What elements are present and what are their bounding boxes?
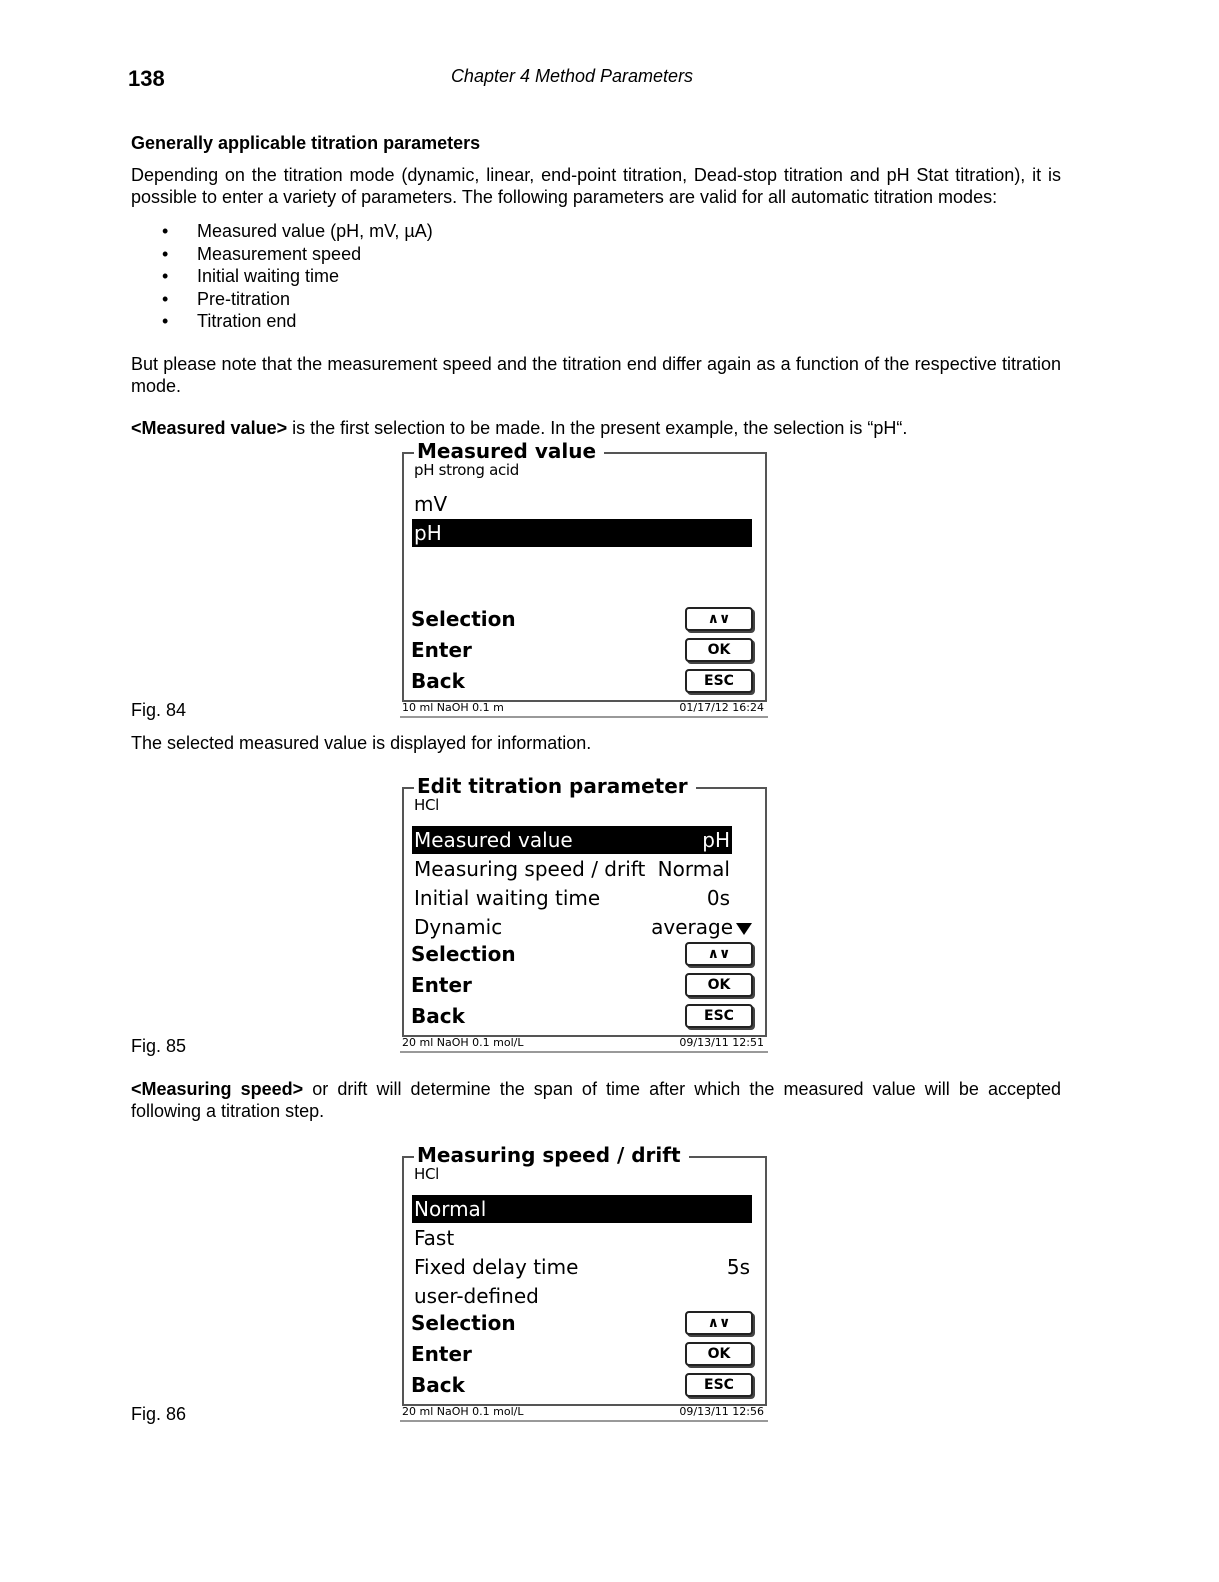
list-item: • Measured value (pH, mV, µA) bbox=[162, 221, 433, 241]
param-dynamic[interactable]: Dynamic average bbox=[412, 913, 752, 941]
page-number: 138 bbox=[128, 66, 165, 91]
screen-title: Measured value bbox=[414, 440, 604, 462]
bullet-icon: • bbox=[162, 221, 169, 241]
fig86-screen bbox=[398, 1144, 770, 1424]
status-bar: 10 ml NaOH 0.1 m 01/17/12 16:24 bbox=[400, 700, 768, 718]
intro-paragraph: Depending on the titration mode (dynamic, linear, end-point titration, Dead-stop titration and pH Stat titration), it is possible to enter a variety of parameters. The following parameters are valid for all automatic titration modes: bbox=[131, 165, 1061, 207]
nav-enter: Enter OK bbox=[411, 970, 753, 1000]
up-down-key[interactable]: ∧∨ bbox=[685, 1311, 753, 1335]
nav-selection: Selection ∧∨ bbox=[411, 939, 753, 969]
ok-key[interactable]: OK bbox=[685, 1342, 753, 1366]
ok-key[interactable]: OK bbox=[685, 973, 753, 997]
screen-title: Measuring speed / drift bbox=[414, 1144, 689, 1166]
bullet-icon: • bbox=[162, 311, 169, 331]
option-ph[interactable]: pH bbox=[412, 519, 752, 547]
bullet-icon: • bbox=[162, 266, 169, 286]
screen-title: Edit titration parameter bbox=[414, 775, 696, 797]
param-initial-waiting-time[interactable]: Initial waiting time 0s bbox=[414, 886, 730, 910]
esc-key[interactable]: ESC bbox=[685, 669, 753, 693]
up-down-key[interactable]: ∧∨ bbox=[685, 607, 753, 631]
list-item: • Measurement speed bbox=[162, 243, 362, 264]
nav-back: Back ESC bbox=[411, 1370, 753, 1400]
scroll-down-icon bbox=[736, 923, 752, 935]
note-paragraph: But please note that the measurement speed and the titration end differ again as a function of the respective titration mode. bbox=[131, 354, 1061, 396]
list-item: • Pre-titration bbox=[162, 288, 291, 309]
option-user-defined[interactable]: user-defined bbox=[414, 1284, 539, 1308]
nav-selection: Selection ∧∨ bbox=[411, 604, 753, 634]
nav-selection: Selection ∧∨ bbox=[411, 1308, 753, 1338]
bullet-icon: • bbox=[162, 288, 169, 309]
section-heading: Generally applicable titration parameters bbox=[131, 133, 481, 153]
list-item: • Initial waiting time bbox=[162, 266, 340, 286]
info-paragraph: The selected measured value is displayed for information. bbox=[131, 733, 592, 753]
measuring-speed-paragraph: <Measuring speed> or drift will determine the span of time after which the measured value will be accepted following a titration step. bbox=[131, 1079, 1061, 1121]
esc-key[interactable]: ESC bbox=[685, 1373, 753, 1397]
option-fixed-delay-time[interactable]: Fixed delay time 5s bbox=[414, 1255, 750, 1279]
param-measured-value[interactable]: Measured value pH bbox=[414, 828, 730, 852]
bullet-icon: • bbox=[162, 243, 169, 264]
screen-subtitle: HCl bbox=[414, 796, 440, 814]
nav-enter: Enter OK bbox=[411, 635, 753, 665]
measured-value-paragraph: <Measured value> is the first selection to be made. In the present example, the selection is “pH“. bbox=[131, 418, 908, 438]
esc-key[interactable]: ESC bbox=[685, 1004, 753, 1028]
option-normal[interactable]: Normal bbox=[412, 1195, 752, 1223]
parameter-list bbox=[131, 220, 433, 333]
fig84-label: Fig. 84 bbox=[131, 700, 187, 720]
fig85-label: Fig. 85 bbox=[131, 1036, 187, 1056]
fig84-screen bbox=[398, 440, 770, 720]
screen-subtitle: pH strong acid bbox=[414, 461, 520, 479]
nav-back: Back ESC bbox=[411, 1001, 753, 1031]
status-bar: 20 ml NaOH 0.1 mol/L 09/13/11 12:56 bbox=[400, 1404, 768, 1422]
nav-enter: Enter OK bbox=[411, 1339, 753, 1369]
ok-key[interactable]: OK bbox=[685, 638, 753, 662]
fig86-label: Fig. 86 bbox=[131, 1404, 187, 1424]
chapter-title: Chapter 4 Method Parameters bbox=[450, 66, 694, 86]
status-bar: 20 ml NaOH 0.1 mol/L 09/13/11 12:51 bbox=[400, 1035, 768, 1053]
screen-subtitle: HCl bbox=[414, 1165, 440, 1183]
param-measuring-speed[interactable]: Measuring speed / drift Normal bbox=[414, 857, 730, 881]
list-item: • Titration end bbox=[162, 311, 297, 331]
nav-back: Back ESC bbox=[411, 666, 753, 696]
up-down-key[interactable]: ∧∨ bbox=[685, 942, 753, 966]
option-mv[interactable]: mV bbox=[414, 492, 448, 516]
option-fast[interactable]: Fast bbox=[414, 1226, 455, 1250]
fig85-screen bbox=[398, 775, 770, 1055]
